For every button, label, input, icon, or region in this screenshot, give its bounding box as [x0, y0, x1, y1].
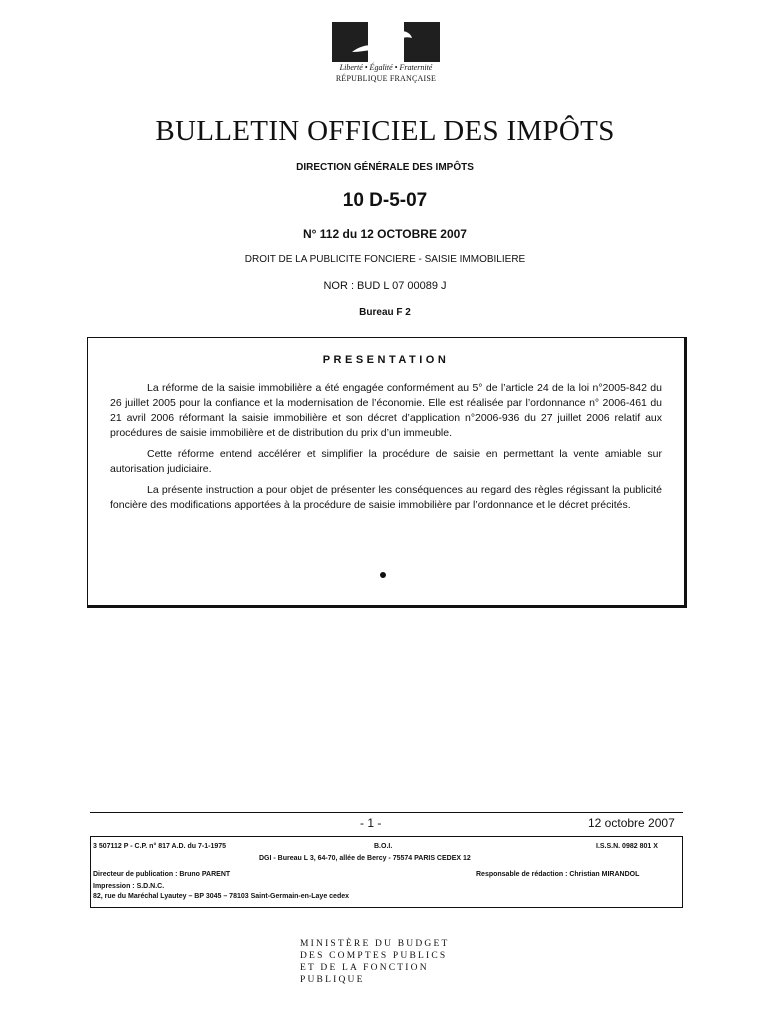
editorial-manager: Responsable de rédaction : Christian MIRANDOL [476, 871, 640, 878]
printer-address: 82, rue du Maréchal Lyautey – BP 3045 – 78103 Saint-Germain-en-Laye cedex [93, 893, 350, 900]
bullet-dot [380, 572, 386, 578]
presentation-title: PRESENTATION [322, 354, 450, 366]
footer-divider [90, 812, 683, 813]
issn-number: I.S.S.N. 0982 801 X [596, 843, 658, 850]
printer-name: Impression : S.D.N.C. [93, 883, 165, 890]
dgi-address: DGI - Bureau L 3, 64-70, allée de Bercy - 75574 PARIS CEDEX 12 [259, 855, 471, 862]
presentation-body [110, 381, 662, 519]
ministry-line: DES COMPTES PUBLICS [300, 951, 448, 961]
page-number: - 1 - [360, 816, 382, 830]
presentation-paragraph: La réforme de la saisie immobilière a été engagée conformément au 5° de l’article 24 de la loi n°2005-842 du 26 juillet 2005 pour la confiance et la modernisation de l’économie. Elle est réalisée par l’ordonnance n° 2006-461 du 21 avril 2006 réformant la saisie immobilière et son décret d’application n°2006-936 du 27 juillet 2006 relatif aux procédures de saisie immobilière et de distribution du prix d’un immeuble. [110, 382, 662, 439]
subject-line: DROIT DE LA PUBLICITE FONCIERE - SAISIE IMMOBILIERE [244, 254, 526, 265]
direction-label: DIRECTION GÉNÉRALE DES IMPÔTS [296, 162, 474, 173]
presentation-box [87, 337, 687, 608]
cp-number: 3 507112 P - C.P. n° 817 A.D. du 7-1-1975 [93, 843, 227, 850]
republique-name: RÉPUBLIQUE FRANÇAISE [335, 74, 437, 83]
bulletin-title: BULLETIN OFFICIEL DES IMPÔTS [155, 115, 615, 147]
marianne-emblem [332, 22, 440, 62]
republique-logo [332, 22, 440, 84]
republique-motto: Liberté • Égalité • Fraternité [339, 63, 433, 72]
presentation-paragraph: La présente instruction a pour objet de présenter les conséquences au regard des règles régissant la publicité foncière des modifications apportées à la procédure de saisie immobilière par l’ordonnance et le décret précités. [110, 484, 662, 511]
publication-director: Directeur de publication : Bruno PARENT [93, 871, 231, 878]
issue-number: N° 112 du 12 OCTOBRE 2007 [303, 227, 467, 241]
ministry-line: ET DE LA FONCTION PUBLIQUE [300, 963, 429, 985]
bulletin-number: 10 D-5-07 [342, 190, 428, 211]
ministry-logo [300, 938, 470, 986]
publication-info-box [90, 836, 683, 908]
presentation-paragraph: Cette réforme entend accélérer et simplifier la procédure de saisie en permettant la vente amiable sur autorisation judiciaire. [110, 448, 662, 475]
footer-date: 12 octobre 2007 [588, 816, 675, 830]
nor-reference: NOR : BUD L 07 00089 J [323, 280, 447, 292]
bureau-label: Bureau F 2 [359, 307, 411, 318]
ministry-line: MINISTÈRE DU BUDGET [300, 939, 450, 949]
boi-label: B.O.I. [374, 843, 393, 850]
